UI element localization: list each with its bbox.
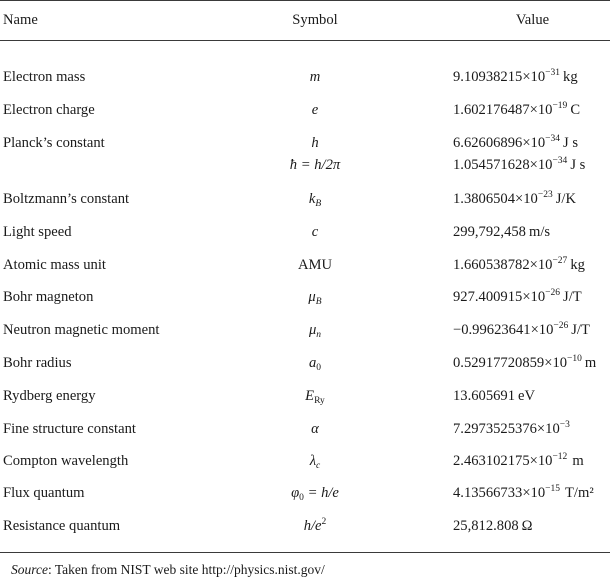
row-name: Electron mass bbox=[3, 69, 86, 85]
value-mantissa: 4.13566733 bbox=[453, 485, 523, 501]
value-unit: kg bbox=[563, 69, 578, 85]
row-value: $1.054571628\times 10^{-34}$ J s bbox=[453, 156, 586, 173]
value-mantissa: 2.463102175 bbox=[453, 453, 530, 469]
value-unit: kg bbox=[570, 257, 585, 273]
value-mantissa: 927.400915 bbox=[453, 289, 523, 305]
row-name: Flux quantum bbox=[3, 485, 85, 501]
value-exponent: −10 bbox=[567, 354, 582, 364]
value-exponent: −3 bbox=[559, 420, 570, 430]
header-rule bbox=[0, 40, 610, 41]
row-name: Bohr radius bbox=[3, 355, 72, 371]
value-mantissa: −0.99623641 bbox=[453, 322, 531, 338]
value-unit: J/T bbox=[571, 322, 590, 338]
row-symbol: e bbox=[311, 102, 319, 118]
row-symbol: c bbox=[311, 224, 319, 240]
value-unit: eV bbox=[518, 388, 536, 404]
value-mantissa: 1.054571628 bbox=[453, 157, 530, 173]
row-value: $-0.99623641\times 10^{-26}$ J/T bbox=[453, 321, 590, 338]
row-name: Resistance quantum bbox=[3, 518, 121, 534]
row-value: $1.602176487\times 10^{-19}$ C bbox=[453, 101, 581, 118]
row-symbol: ħ = h/2π bbox=[289, 157, 341, 173]
row-symbol: α bbox=[311, 421, 319, 437]
value-exponent: −23 bbox=[537, 190, 553, 200]
table-source-note bbox=[11, 562, 325, 578]
value-mantissa: 1.660538782 bbox=[453, 257, 530, 273]
table-bottom-rule bbox=[0, 552, 610, 553]
row-symbol: $k_B$ bbox=[308, 191, 322, 209]
row-value: $1.660538782\times 10^{-27}$ kg bbox=[453, 256, 585, 273]
row-value: $927.400915\times 10^{-26}$ J/T bbox=[453, 288, 582, 305]
value-exponent: −34 bbox=[545, 134, 561, 144]
row-value: $0.52917720859\times 10^{-10}$ m bbox=[453, 354, 597, 371]
value-unit: m/s bbox=[528, 224, 551, 240]
value-exponent: −19 bbox=[552, 101, 568, 111]
row-name: Planck’s constant bbox=[3, 135, 105, 151]
row-value: $9.10938215\times 10^{-31}$ kg bbox=[453, 68, 578, 85]
row-symbol: $\mu_B$ bbox=[308, 289, 322, 307]
value-unit: J s bbox=[563, 135, 579, 151]
value-unit: m bbox=[572, 453, 584, 469]
row-name: Light speed bbox=[3, 224, 72, 240]
row-symbol: $a_0$ bbox=[308, 355, 322, 373]
row-name: Atomic mass unit bbox=[3, 257, 106, 273]
value-exponent: −26 bbox=[545, 288, 561, 298]
value-exponent: −27 bbox=[552, 256, 568, 266]
value-number: 25,812.808 bbox=[453, 518, 519, 534]
row-symbol: $\varphi_0 = h/e$ bbox=[291, 485, 339, 503]
value-exponent: −15 bbox=[545, 484, 561, 494]
row-name: Rydberg energy bbox=[3, 388, 96, 404]
row-name: Electron charge bbox=[3, 102, 95, 118]
row-value bbox=[453, 387, 535, 405]
value-unit: J/T bbox=[563, 289, 582, 305]
row-value: $7.2973525376\times 10^{-3}$ bbox=[453, 420, 570, 437]
row-name: Compton wavelength bbox=[3, 453, 129, 469]
row-value: $6.62606896\times 10^{-34}$ J s bbox=[453, 134, 579, 151]
value-number: 299,792,458 bbox=[453, 224, 526, 240]
value-unit: C bbox=[570, 102, 581, 118]
row-name: Bohr magneton bbox=[3, 289, 94, 305]
value-exponent: −12 bbox=[552, 452, 568, 462]
row-symbol: AMU bbox=[297, 257, 333, 273]
value-unit: T/m² bbox=[565, 485, 594, 501]
value-mantissa: 9.10938215 bbox=[453, 69, 523, 85]
row-value: $2.463102175\times 10^{-12}$ m bbox=[453, 452, 584, 469]
source-text: : Taken from NIST web site http://physics.nist.gov/ bbox=[48, 562, 325, 577]
row-symbol: m bbox=[309, 69, 321, 85]
value-unit: m bbox=[584, 355, 597, 371]
value-mantissa: 1.3806504 bbox=[453, 191, 516, 207]
row-value: $4.13566733\times 10^{-15}$ T/m² bbox=[453, 484, 594, 501]
row-value bbox=[453, 517, 533, 535]
value-unit: J/K bbox=[555, 191, 576, 207]
row-symbol: $E_{Ry}$ bbox=[305, 388, 325, 406]
header-name: Name bbox=[3, 12, 38, 28]
row-value bbox=[453, 223, 550, 241]
header-symbol: Symbol bbox=[292, 12, 338, 28]
header-value: Value bbox=[515, 12, 550, 28]
source-label: Source bbox=[11, 562, 48, 577]
value-number: 13.605691 bbox=[453, 388, 516, 404]
row-value: $1.3806504\times 10^{-23}$ J/K bbox=[453, 190, 576, 207]
value-mantissa: 6.62606896 bbox=[453, 135, 523, 151]
value-unit: Ω bbox=[521, 518, 533, 534]
value-exponent: −34 bbox=[552, 156, 568, 166]
row-symbol: $\mu_n$ bbox=[308, 322, 322, 340]
row-symbol: h bbox=[311, 135, 319, 151]
value-mantissa: 1.602176487 bbox=[453, 102, 530, 118]
row-symbol: $h/e^2$ bbox=[303, 517, 327, 534]
row-name: Neutron magnetic moment bbox=[3, 322, 160, 338]
row-name: Boltzmann’s constant bbox=[3, 191, 130, 207]
value-exponent: −31 bbox=[545, 68, 561, 78]
value-exponent: −26 bbox=[553, 321, 569, 331]
table-top-rule bbox=[0, 0, 610, 1]
row-name: Fine structure constant bbox=[3, 421, 136, 437]
value-mantissa: 0.52917720859 bbox=[453, 355, 545, 371]
value-unit: J s bbox=[570, 157, 586, 173]
value-mantissa: 7.2973525376 bbox=[453, 421, 537, 437]
row-symbol: $\lambda_c$ bbox=[309, 453, 321, 471]
